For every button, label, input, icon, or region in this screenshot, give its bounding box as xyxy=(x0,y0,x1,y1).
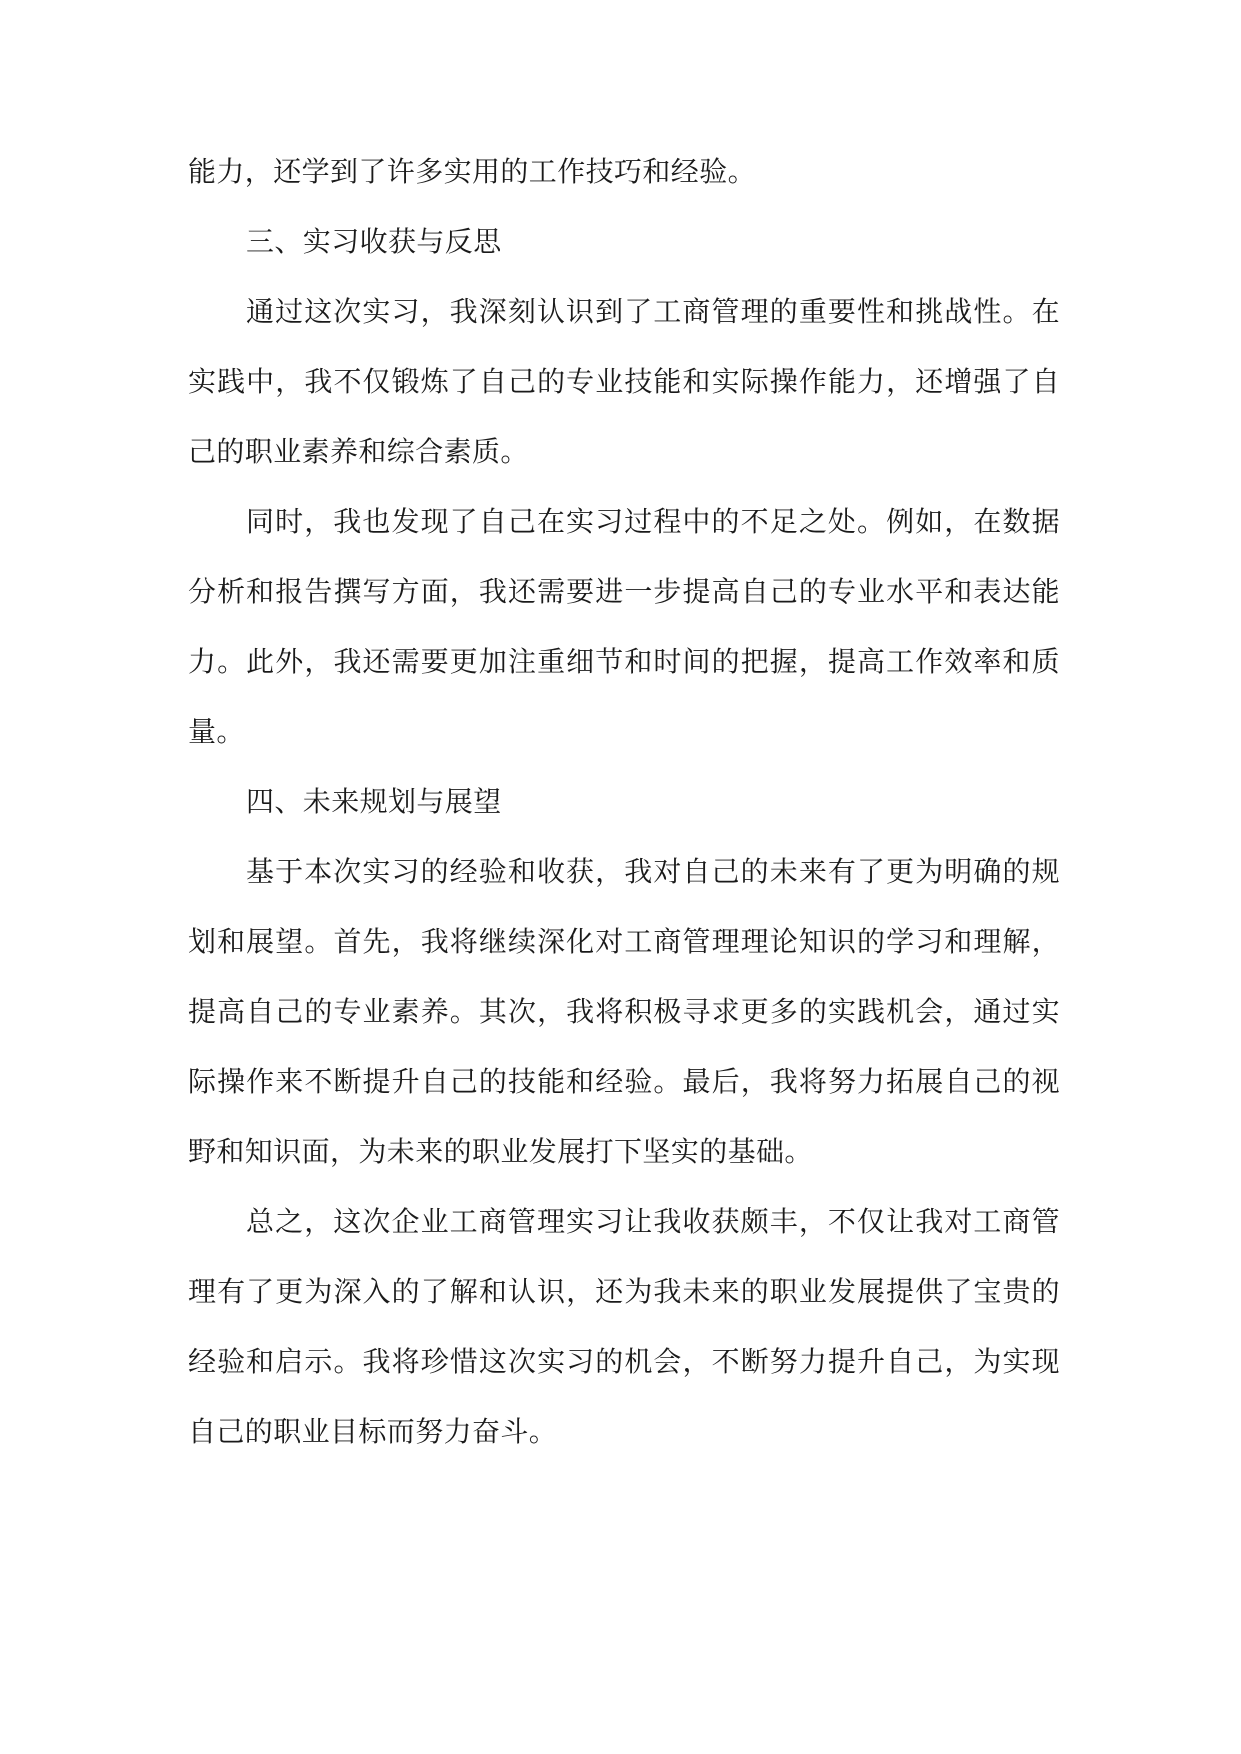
paragraph-plan: 基于本次实习的经验和收获，我对自己的未来有了更为明确的规划和展望。首先，我将继续深化对工商管理理论知识的学习和理解，提高自己的专业素养。其次，我将积极寻求更多的实践机会，通过实际操作来不断提升自己的技能和经验。最后，我将努力拓展自己的视野和知识面，为未来的职业发展打下坚实的基础。 xyxy=(188,855,1060,1168)
section-heading-4: 四、未来规划与展望 xyxy=(246,785,502,818)
paragraph-reflection-2: 同时，我也发现了自己在实习过程中的不足之处。例如，在数据分析和报告撰写方面，我还需要进一步提高自己的专业水平和表达能力。此外，我还需要更加注重细节和时间的把握，提高工作效率和质量。 xyxy=(188,505,1060,748)
section-heading-3: 三、实习收获与反思 xyxy=(246,225,502,258)
paragraph-reflection-1: 通过这次实习，我深刻认识到了工商管理的重要性和挑战性。在实践中，我不仅锻炼了自己的专业技能和实际操作能力，还增强了自己的职业素养和综合素质。 xyxy=(188,295,1060,468)
continued-paragraph: 能力，还学到了许多实用的工作技巧和经验。 xyxy=(188,155,757,188)
paragraph-conclusion: 总之，这次企业工商管理实习让我收获颇丰，不仅让我对工商管理有了更为深入的了解和认识，还为我未来的职业发展提供了宝贵的经验和启示。我将珍惜这次实习的机会，不断努力提升自己，为实现自己的职业目标而努力奋斗。 xyxy=(188,1205,1060,1448)
document-body xyxy=(188,137,1060,1467)
